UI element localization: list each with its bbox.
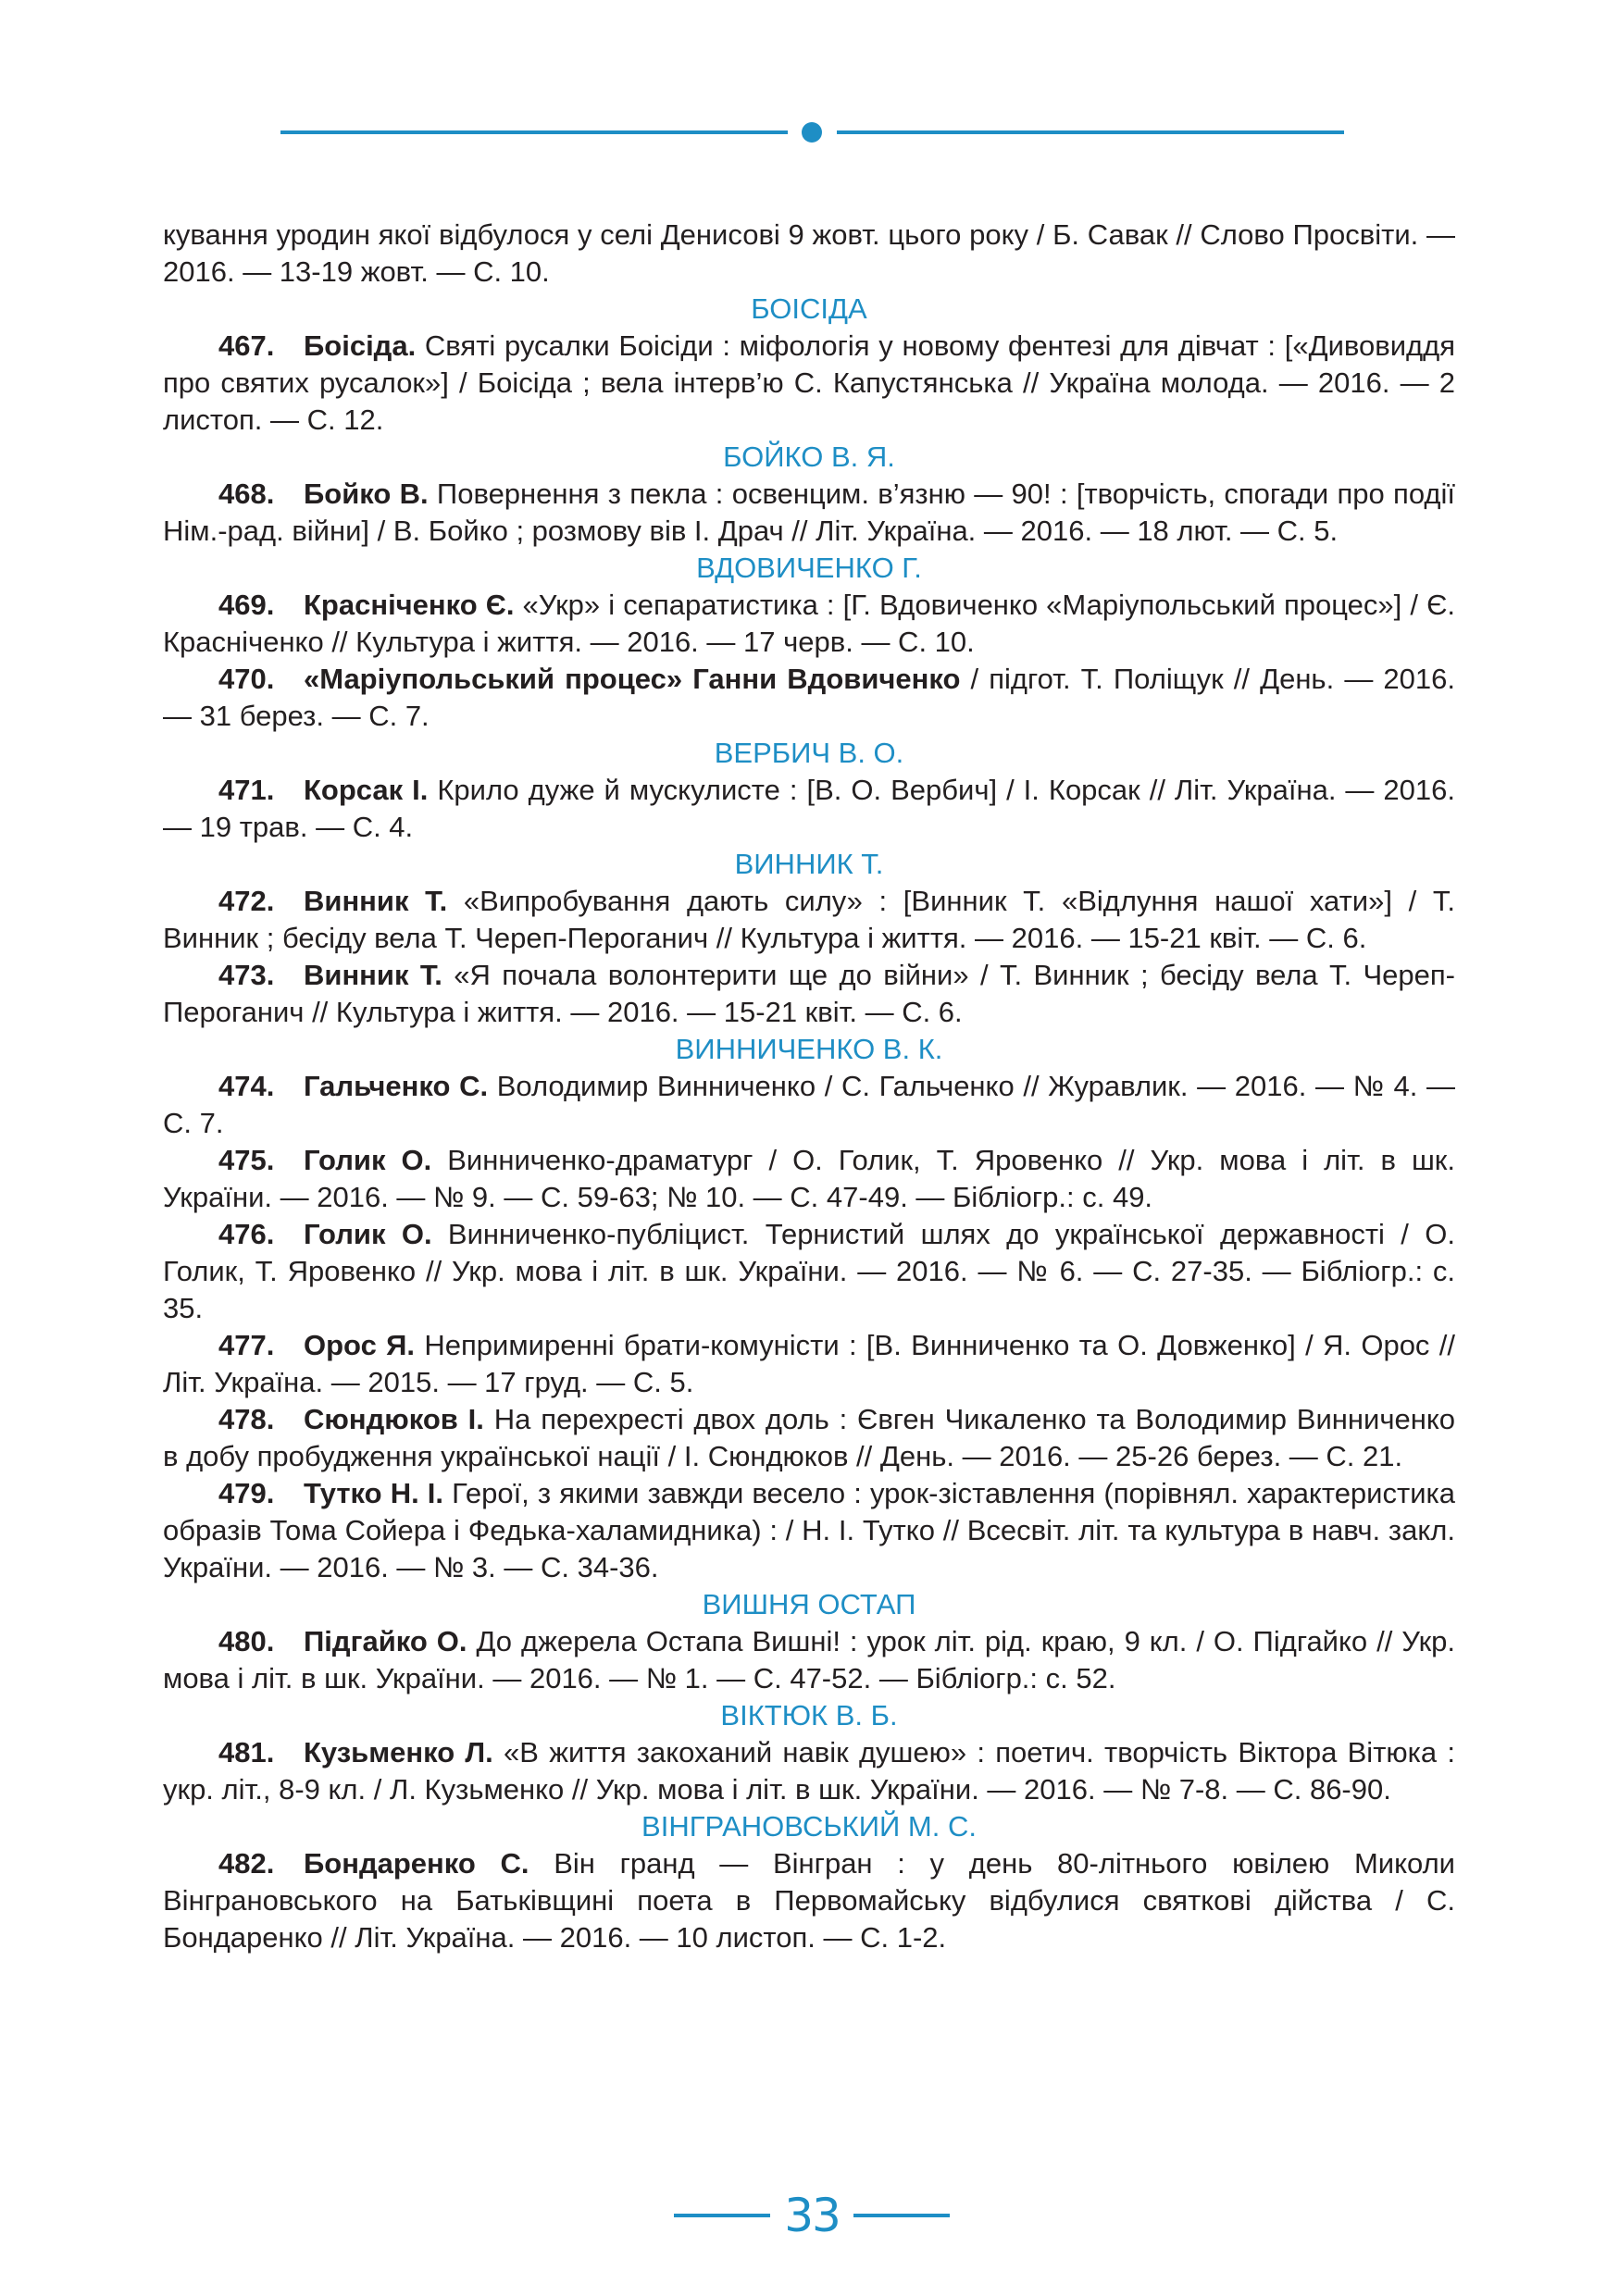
entry-number: 470. (218, 663, 275, 695)
bib-entry (163, 328, 1455, 439)
entry-number: 481. (218, 1736, 275, 1769)
bib-entry (163, 883, 1455, 957)
section-heading: БОЙКО В. Я. (723, 441, 895, 473)
entry-text: Винниченко-публіцист. Тернистий шлях до української державності / О. Голик, Т. Яровенко // Укр. мова і літ. в шк. України. — 2016. — № 6. — С. 27-35. — Бібліогр.: с. 35. (163, 1218, 1455, 1324)
entry-number: 482. (218, 1847, 275, 1880)
entry-number: 476. (218, 1218, 275, 1250)
entry-number: 469. (218, 589, 275, 621)
entry-number: 471. (218, 774, 275, 806)
footer-rule-right (853, 2214, 950, 2217)
entry-author: Боісіда. (304, 329, 417, 362)
entry-text: До джерела Остапа Вишні! : урок літ. рід. краю, 9 кл. / О. Підгайко // Укр. мова і літ. в шк. України. — 2016. — № 1. — С. 47-52. — Бібліогр.: с. 52. (163, 1625, 1455, 1694)
bib-entry (163, 1623, 1455, 1697)
header-rule-left (280, 130, 788, 134)
entry-text: Винниченко-драматург / О. Голик, Т. Яровенко // Укр. мова і літ. в шк. України. — 2016. — № 9. — С. 59-63; № 10. — С. 47-49. — Бібліогр.: с. 49. (163, 1144, 1455, 1213)
page-footer (0, 2188, 1619, 2243)
section-heading: ВИШНЯ ОСТАП (702, 1588, 916, 1620)
entry-number: 472. (218, 885, 275, 917)
bib-entry (163, 1845, 1455, 1956)
bib-entry (163, 1142, 1455, 1216)
header-dot-ornament (802, 122, 822, 143)
entry-text: Непримиренні брати-комуністи : [В. Винниченко та О. Довженко] / Я. Орос // Літ. Україна. — 2015. — 17 груд. — С. 5. (163, 1329, 1455, 1398)
entry-author: Бондаренко С. (304, 1847, 529, 1880)
page-number: 33 (784, 2189, 840, 2242)
entry-number: 468. (218, 478, 275, 510)
entry-text: Повернення з пекла : освенцим. в’язню — 90! : [творчість, спогади про події Нім.-рад. війни] / В. Бойко ; розмову вів І. Драч // Літ. Україна. — 2016. — 18 лют. — С. 5. (163, 478, 1455, 547)
entry-text: / підгот. Т. Поліщук // День. — 2016. — 31 берез. — С. 7. (163, 663, 1456, 732)
entry-number: 475. (218, 1144, 275, 1176)
bib-entry (163, 1327, 1455, 1401)
entry-text: «Укр» і сепаратистика : [Г. Вдовиченко «Маріупольський процес»] / Є. Красніченко // Культура і життя. — 2016. — 17 черв. — С. 10. (163, 589, 1455, 658)
bib-entry (163, 1475, 1455, 1586)
section-heading: БОІСІДА (751, 292, 867, 325)
entry-text: «Випробування дають силу» : [Винник Т. «Відлуння нашої хати»] / Т. Винник ; бесіду вела Т. Череп-Пероганич // Культура і життя. — 2016. — 15-21 квіт. — С. 6. (163, 885, 1455, 954)
section-heading: ВЕРБИЧ В. О. (714, 737, 904, 769)
entry-author: Бойко В. (304, 478, 429, 510)
entry-author: Тутко Н. І. (304, 1477, 444, 1509)
bib-entry (163, 661, 1455, 735)
entry-author: Кузьменко Л. (304, 1736, 493, 1769)
entry-number: 479. (218, 1477, 275, 1509)
section-heading: ВІНГРАНОВСЬКИЙ М. С. (641, 1810, 977, 1843)
entry-author: Підгайко О. (304, 1625, 467, 1657)
entry-number: 477. (218, 1329, 275, 1361)
entry-text: «Я почала волонтерити ще до війни» / Т. Винник ; бесіду вела Т. Череп-Пероганич // Культура і життя. — 2016. — 15-21 квіт. — С. 6. (163, 959, 1455, 1028)
footer-rule-left (674, 2214, 770, 2217)
entry-author: Голик О. (304, 1218, 432, 1250)
entry-text: Він гранд — Вінгран : у день 80-літнього ювілею Миколи Вінграновського на Батьківщині поета в Первомайську відбулися святкові дійства / С. Бондаренко // Літ. Україна. — 2016. — 10 листоп. — С. 1-2. (163, 1847, 1455, 1954)
bib-entry (163, 1401, 1455, 1475)
bib-entry (163, 957, 1455, 1031)
entry-number: 473. (218, 959, 275, 991)
bib-entry (163, 1216, 1455, 1327)
section-heading: ВИННИЧЕНКО В. К. (675, 1033, 943, 1065)
bib-entry (163, 1734, 1455, 1808)
bibliography-content (163, 217, 1455, 1956)
entry-author: Сюндюков І. (304, 1403, 484, 1435)
entry-number: 474. (218, 1070, 275, 1102)
entry-number: 480. (218, 1625, 275, 1657)
entry-author: Винник Т. (304, 885, 448, 917)
section-heading: ВИННИК Т. (734, 848, 884, 880)
entry-text: «В життя закоханий навік душею» : поетич. творчість Віктора Вітюка : укр. літ., 8-9 кл. / Л. Кузьменко // Укр. мова і літ. в шк. України. — 2016. — № 7-8. — С. 86-90. (163, 1736, 1456, 1806)
section-heading: ВДОВИЧЕНКО Г. (696, 552, 922, 584)
entry-number: 467. (218, 329, 275, 362)
entry-author: «Маріупольський процес» Ганни Вдовиченко (304, 663, 961, 695)
bib-entry (163, 587, 1455, 661)
entry-author: Голик О. (304, 1144, 432, 1176)
entry-author: Гальченко С. (304, 1070, 489, 1102)
continuation-paragraph: кування уродин якої відбулося у селі Денисові 9 жовт. цього року / Б. Савак // Слово Просвіти. — 2016. — 13-19 жовт. — С. 10. (163, 218, 1455, 288)
entry-text: Крило дуже й мускулисте : [В. О. Вербич] / І. Корсак // Літ. Україна. — 2016. — 19 трав. — С. 4. (163, 774, 1455, 843)
bib-entry (163, 772, 1455, 846)
entry-number: 478. (218, 1403, 275, 1435)
entry-author: Винник Т. (304, 959, 442, 991)
header-rule-right (837, 130, 1344, 134)
entry-text: Володимир Винниченко / С. Гальченко // Журавлик. — 2016. — № 4. — С. 7. (163, 1070, 1455, 1139)
entry-author: Корсак І. (304, 774, 429, 806)
entry-text: Герої, з якими завжди весело : урок-зіставлення (порівнял. характеристика образів Тома Сойера і Федька-халамидника) : / Н. І. Тутко // Всесвіт. літ. та культура в навч. закл. України. — 2016. — № 3. — С. 34-36. (163, 1477, 1455, 1583)
entry-text: Святі русалки Боісіди : міфологія у новому фентезі для дівчат : [«Дивовиддя про святих русалок»] / Боісіда ; вела інтерв’ю С. Капустянська // Україна молода. — 2016. — 2 листоп. — С. 12. (163, 329, 1455, 436)
entry-author: Красніченко Є. (304, 589, 515, 621)
section-heading: ВІКТЮК В. Б. (720, 1699, 898, 1731)
entry-text: На перехресті двох доль : Євген Чикаленко та Володимир Винниченко в добу пробудження української нації / І. Сюндюков // День. — 2016. — 25-26 берез. — С. 21. (163, 1403, 1455, 1472)
bib-entry (163, 1068, 1455, 1142)
entry-author: Орос Я. (304, 1329, 416, 1361)
bib-entry (163, 476, 1455, 550)
